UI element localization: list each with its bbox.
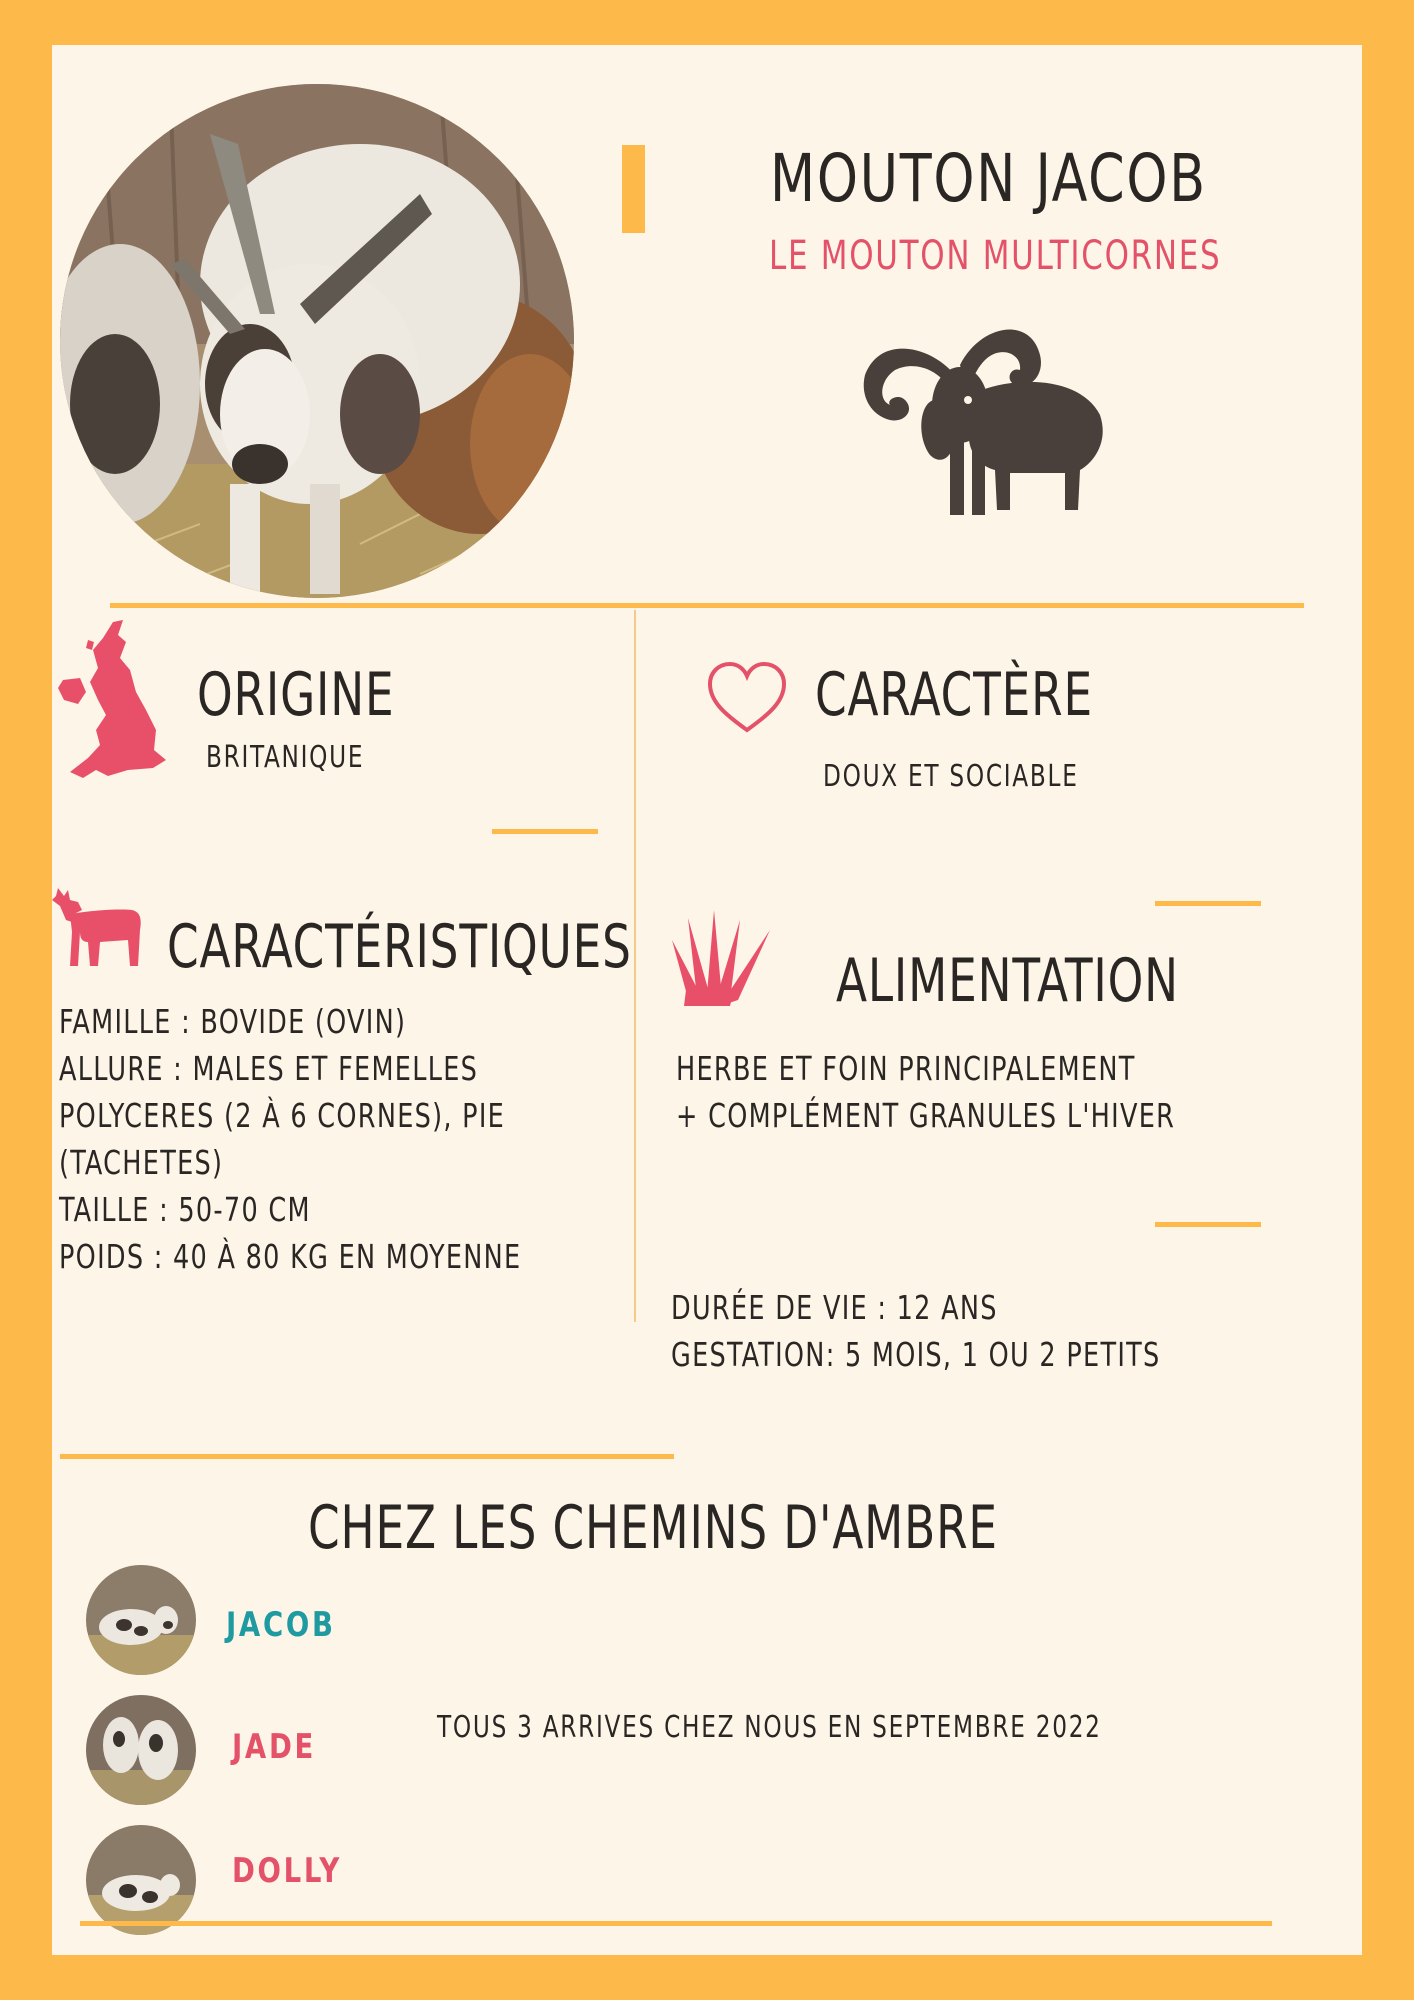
caracteristiques-list: [59, 998, 521, 1280]
caracteristiques-line: (TACHETES): [59, 1143, 224, 1182]
jade-photo: [86, 1695, 196, 1805]
jacob-photo: [86, 1565, 196, 1675]
alimentation-heading: ALIMENTATION: [836, 946, 1179, 1016]
caracteristiques-line: FAMILLE : BOVIDE (OVIN): [59, 1002, 407, 1041]
ram-icon: [860, 305, 1110, 525]
caracteristiques-line: ALLURE : MALES ET FEMELLES: [59, 1049, 479, 1088]
caractere-underline: [1155, 901, 1261, 906]
farm-heading: CHEZ LES CHEMINS D'AMBRE: [308, 1493, 998, 1563]
origine-value: BRITANIQUE: [206, 740, 365, 775]
caracteristiques-line: TAILLE : 50-70 CM: [59, 1190, 311, 1229]
caracteristiques-heading: CARACTÉRISTIQUES: [167, 912, 632, 982]
page-subtitle: LE MOUTON MULTICORNES: [769, 233, 1222, 279]
origine-underline: [492, 829, 598, 834]
alimentation-line: HERBE ET FOIN PRINCIPALEMENT: [676, 1049, 1136, 1088]
caractere-value: DOUX ET SOCIABLE: [823, 759, 1079, 794]
vie-line: GESTATION: 5 MOIS, 1 OU 2 PETITS: [671, 1335, 1161, 1374]
farm-note: TOUS 3 ARRIVES CHEZ NOUS EN SEPTEMBRE 2022: [437, 1710, 1102, 1745]
divider-top: [110, 603, 1304, 608]
alimentation-list: [676, 1045, 1175, 1139]
dolly-photo: [86, 1825, 196, 1935]
divider-bottom-section: [60, 1454, 674, 1459]
page-title: MOUTON JACOB: [770, 140, 1207, 217]
grass-icon: [670, 910, 775, 1006]
caracteristiques-line: POLYCERES (2 À 6 CORNES), PIE: [59, 1096, 506, 1135]
heart-icon: [706, 660, 788, 736]
animal-name-dolly: DOLLY: [232, 1851, 343, 1891]
vie-list: [671, 1284, 1161, 1378]
animal-name-jacob: JACOB: [226, 1605, 336, 1645]
alimentation-line: + COMPLÉMENT GRANULES L'HIVER: [676, 1096, 1176, 1135]
alimentation-underline: [1155, 1222, 1261, 1227]
caractere-heading: CARACTÈRE: [815, 660, 1093, 730]
sheep-photo: [60, 84, 574, 598]
origine-heading: ORIGINE: [197, 660, 395, 730]
title-accent-bar: [622, 145, 645, 233]
divider-vertical: [634, 610, 636, 1322]
vie-line: DURÉE DE VIE : 12 ANS: [671, 1288, 998, 1327]
goat-icon: [52, 886, 144, 970]
animal-name-jade: JADE: [232, 1727, 317, 1767]
divider-footer: [80, 1921, 1272, 1926]
uk-map-icon: [58, 620, 168, 780]
caracteristiques-line: POIDS : 40 À 80 KG EN MOYENNE: [59, 1237, 522, 1276]
